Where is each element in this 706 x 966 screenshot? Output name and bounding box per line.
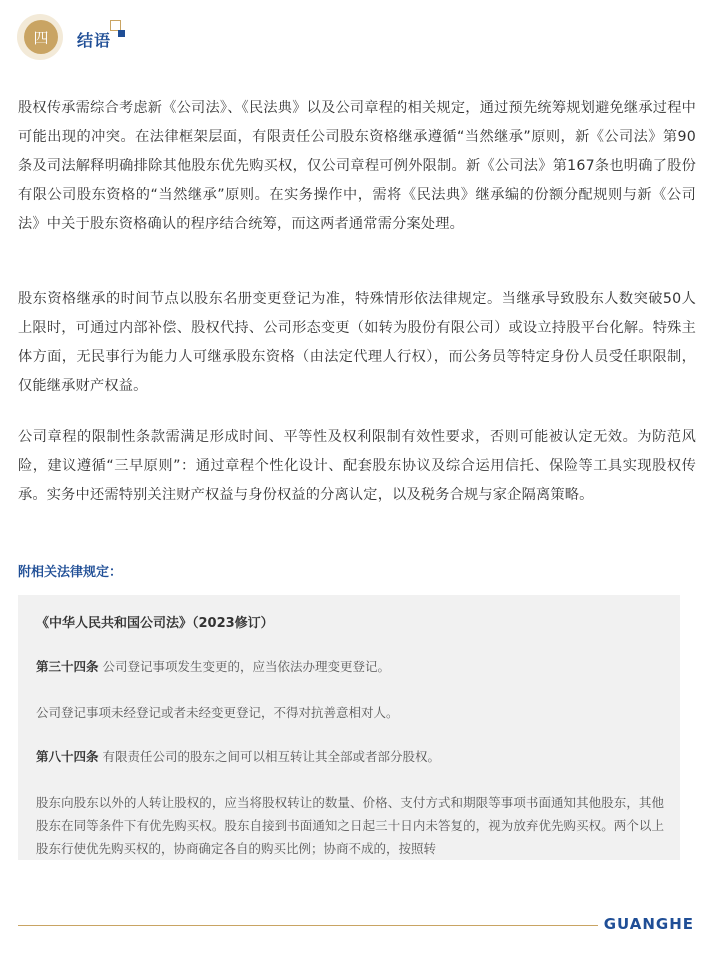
- section-title: 结语: [77, 31, 112, 50]
- law-item-text: 公司登记事项发生变更的，应当依法办理变更登记。: [98, 659, 390, 674]
- law-item: [36, 791, 664, 860]
- law-article-number: 第三十四条: [36, 659, 99, 674]
- law-item: [36, 655, 664, 678]
- footer-brand: GUANGHE: [603, 915, 694, 933]
- law-article-number: 第八十四条: [36, 749, 99, 764]
- section-number-badge: [24, 20, 58, 54]
- law-title: 《中华人民共和国公司法》（2023修订）: [36, 616, 274, 631]
- decor-square-filled-icon: [118, 30, 125, 37]
- body-paragraph-1: 股权传承需综合考虑新《公司法》、《民法典》以及公司章程的相关规定，通过预先统筹规划避免继承过程中可能出现的冲突。在法律框架层面，有限责任公司股东资格继承遵循“当然继承”原则，新《公司法》第90条及司法解释明确排除其他股东优先购买权，仅公司章程可例外限制。新《公司法》第167条也明确了股份有限公司股东资格的“当然继承”原则。在实务操作中，需将《民法典》继承编的份额分配规则与新《公司法》中关于股东资格确认的程序结合统筹，而这两者通常需分案处理。: [18, 100, 696, 232]
- law-item-text: 有限责任公司的股东之间可以相互转让其全部或者部分股权。: [98, 749, 440, 764]
- footer-divider: [18, 925, 598, 926]
- law-item-text: 公司登记事项未经登记或者未经变更登记，不得对抗善意相对人。: [36, 705, 399, 720]
- appendix-label: 附相关法律规定：: [18, 565, 123, 580]
- law-item-text: 股东向股东以外的人转让股权的，应当将股权转让的数量、价格、支付方式和期限等事项书面通知其他股东，其他股东在同等条件下有优先购买权。股东自接到书面通知之日起三十日内未答复的，视为放弃优先购买权。两个以上股东行使优先购买权的，协商确定各自的购买比例；协商不成的，按照转: [36, 795, 664, 856]
- section-number: 四: [33, 28, 49, 47]
- law-item: [36, 745, 664, 768]
- section-header: [0, 0, 706, 70]
- body-paragraph-3: 公司章程的限制性条款需满足形成时间、平等性及权利限制有效性要求，否则可能被认定无效。为防范风险，建议遵循“三早原则”：通过章程个性化设计、配套股东协议及综合运用信托、保险等工具实现股权传承。实务中还需特别关注财产权益与身份权益的分离认定，以及税务合规与家企隔离策略。: [18, 429, 696, 503]
- law-item: [36, 701, 664, 724]
- law-excerpt-box[interactable]: [18, 595, 680, 860]
- body-paragraph-2: 股东资格继承的时间节点以股东名册变更登记为准，特殊情形依法律规定。当继承导致股东人数突破50人上限时，可通过内部补偿、股权代持、公司形态变更（如转为股份有限公司）或设立持股平台化解。特殊主体方面，无民事行为能力人可继承股东资格（由法定代理人行权），而公务员等特定身份人员受任职限制，仅能继承财产权益。: [18, 291, 696, 394]
